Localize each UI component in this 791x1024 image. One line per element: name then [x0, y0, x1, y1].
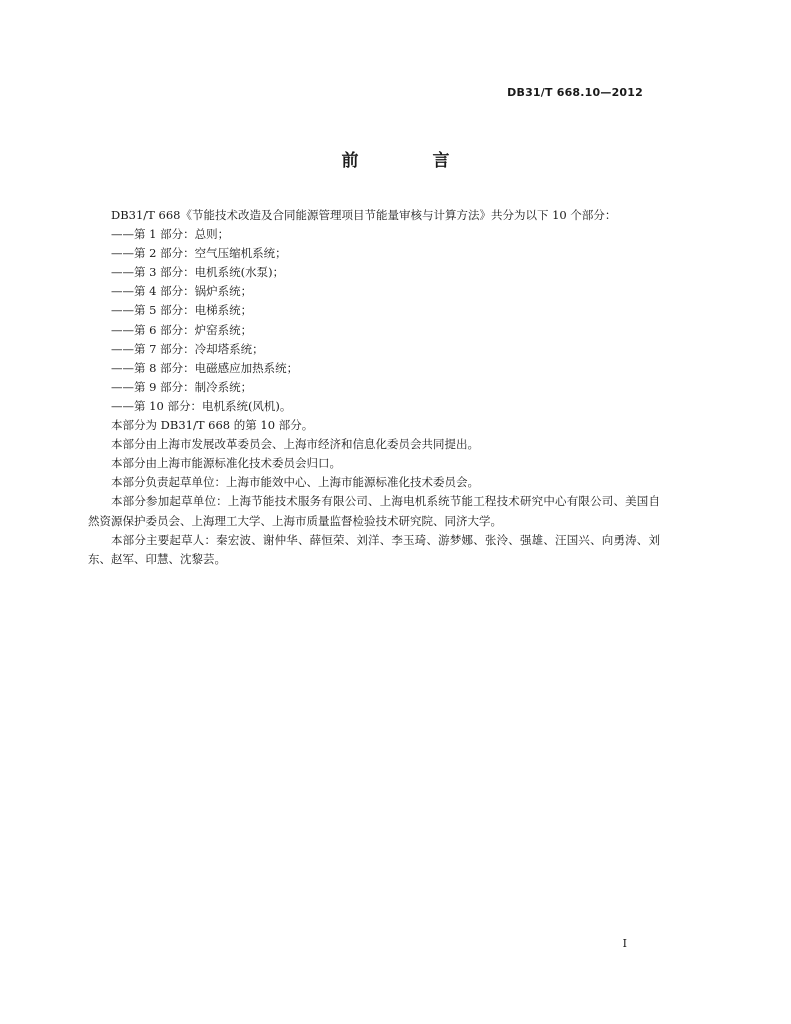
- paragraph: 本部分由上海市发展改革委员会、上海市经济和信息化委员会共同提出。: [111, 437, 479, 452]
- page-title: 前 言: [341, 151, 484, 171]
- page-number: I: [622, 937, 627, 950]
- paragraph: 本部分主要起草人：秦宏波、谢仲华、薛恒荣、刘洋、李玉琦、游梦娜、张泠、强雄、汪国兴、向勇涛、刘东、赵军、印慧、沈黎芸。: [88, 532, 660, 566]
- document-code: DB31/T 668.10—2012: [507, 86, 643, 99]
- list-item: ——第 5 部分：电梯系统；: [111, 303, 253, 318]
- list-item: ——第 4 部分：锅炉系统；: [111, 284, 253, 299]
- paragraph: 本部分由上海市能源标准化技术委员会归口。: [111, 456, 341, 471]
- foreword-body: [88, 206, 660, 569]
- list-item: ——第 9 部分：制冷系统；: [111, 379, 253, 394]
- list-item: ——第 7 部分：冷却塔系统；: [111, 341, 264, 356]
- list-item: ——第 8 部分：电磁感应加热系统；: [111, 360, 299, 375]
- paragraph: 本部分负责起草单位：上海市能效中心、上海市能源标准化技术委员会。: [111, 475, 479, 490]
- list-item: ——第 2 部分：空气压缩机系统；: [111, 246, 287, 261]
- list-item: ——第 10 部分：电机系统(风机)。: [111, 398, 292, 413]
- list-item: ——第 3 部分：电机系统(水泵)；: [111, 265, 285, 280]
- list-item: ——第 6 部分：炉窑系统；: [111, 322, 253, 337]
- paragraph: 本部分参加起草单位：上海节能技术服务有限公司、上海电机系统节能工程技术研究中心有限公司、美国自然资源保护委员会、上海理工大学、上海市质量监督检验技术研究院、同济大学。: [88, 494, 660, 528]
- intro-paragraph: DB31/T 668《节能技术改造及合同能源管理项目节能量审核与计算方法》共分为以下 10 个部分：: [111, 208, 617, 222]
- paragraph: 本部分为 DB31/T 668 的第 10 部分。: [111, 418, 314, 433]
- list-item: ——第 1 部分：总则；: [111, 227, 230, 242]
